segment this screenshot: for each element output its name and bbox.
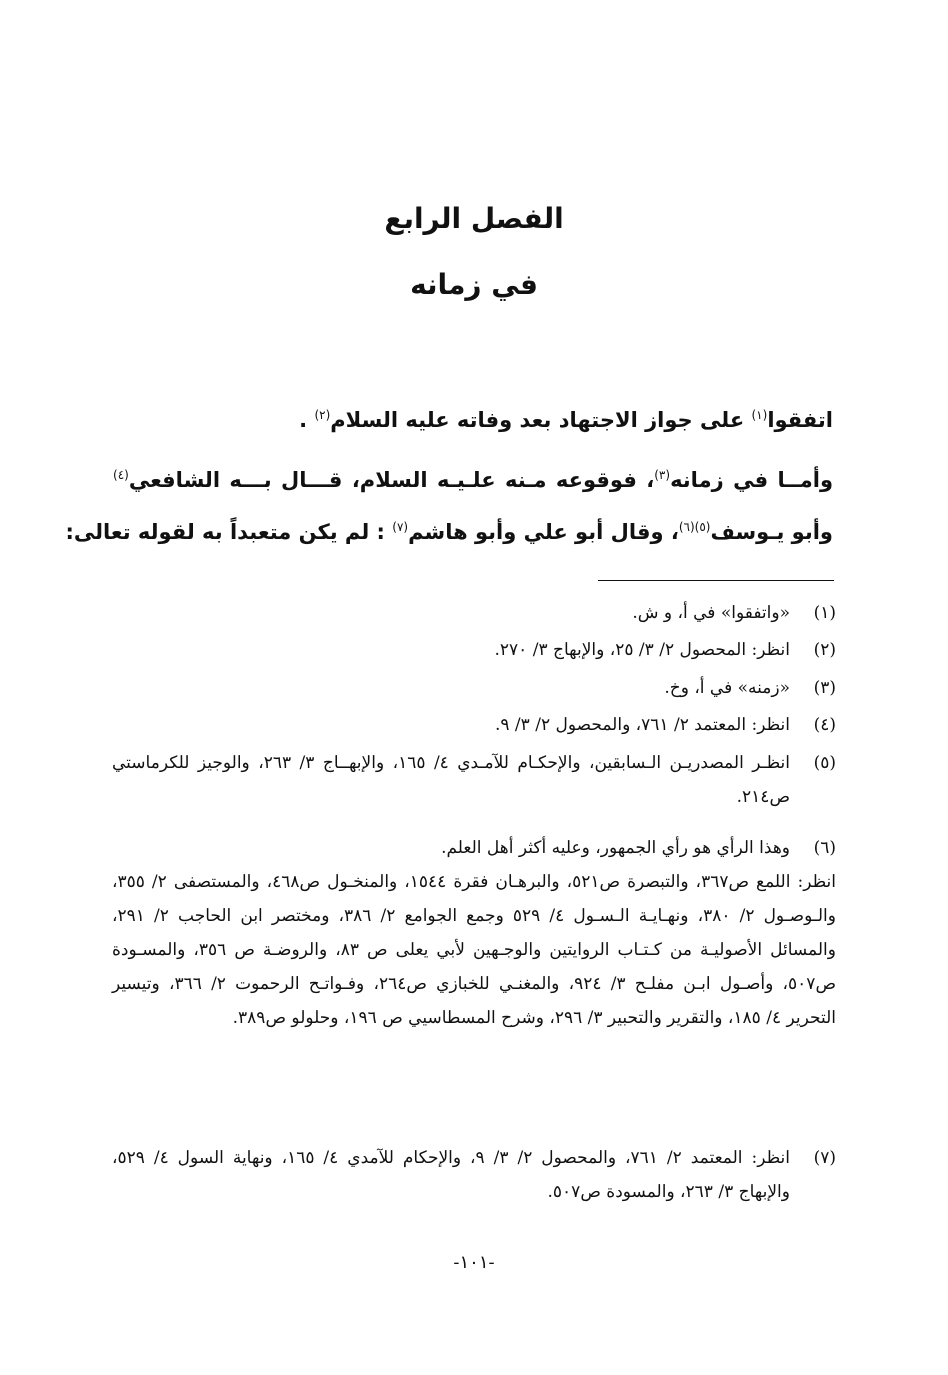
footnote-ref: (٣) [654,468,671,482]
text: اتفقوا [767,408,833,432]
footnote-number: (٢) [813,640,836,660]
footnote-number: (٤) [813,715,836,735]
footnote-ref: (١) [751,408,768,422]
footnote-text: انظر: المحصول ٢/ ٣/ ٢٥، والإبهاج ٣/ ٢٧٠. [494,640,790,660]
footnote-2 [112,633,836,667]
text: ، فوقوعه مـنه علـيـه السلام، قـــال بـــه الشافعي [128,468,655,492]
footnote-1 [112,596,836,630]
paragraph-line-3 [65,520,833,544]
footnote-text: وهذا الرأي هو رأي الجمهور، وعليه أكثر أهل العلم. [441,838,790,858]
footnote-text: انظر: المعتمد ٢/ ٧٦١، والمحصول ٢/ ٣/ ٩. [494,715,790,735]
footnote-number: (٦) [813,838,836,858]
footnote-ref: (٤) [113,468,129,482]
text: وأبو يـوسف [710,520,833,544]
footnote-3 [112,671,836,705]
footnote-continuation: انظر: اللمع ص٣٦٧، والتبصرة ص٥٢١، والبرهـان فقرة ١٥٤٤، والمنخـول ص٤٦٨، والمستصفى ٢/ ٣٥٥، والـوصـول ٢/ ٣٨٠، ونهـايـة الـسـول ٤/ ٥٢٩ وجمع الجوامع ٢/ ٣٨٦، ومختصر ابن الحاجب ٢/ ٢٩١، والمسائل الأصوليـة من كـتـاب الروايتين والوجـهين لأبي يعلى ص ٨٣، والروضـة ص ٣٥٦، والمسـودة ص٥٠٧، وأصـول ابـن مفلـح ٣/ ٩٢٤، والمغنـي للخبازي ص٢٦٤، وفـواتـح الرحموت ٢/ ٣٦٦، وتيسير التحرير ٤/ ١٨٥، والتقرير والتحبير ٣/ ٢٩٦، وشرح المسطاسيي ص ١٩٦، وحلولو ص٣٨٩. [112,872,836,1028]
footnote-ref: (٦) [678,520,695,534]
footnote-separator [598,580,834,581]
footnote-number: (٥) [813,753,836,773]
chapter-title: الفصل الرابع [384,202,564,235]
text: ، وقال أبو علي وأبو هاشم [408,520,679,544]
footnote-ref: (٢) [314,408,331,422]
footnote-number: (٣) [813,678,836,698]
paragraph-line-2 [113,468,833,492]
footnote-text: انظر: المعتمد ٢/ ٧٦١، والمحصول ٢/ ٣/ ٩، والإحكام للآمدي ٤/ ١٦٥، ونهاية السول ٤/ ٥٢٩، والإبهاج ٣/ ٢٦٣، والمسودة ص٥٠٧. [112,1148,790,1202]
text: : لم يكن متعبداً به لقوله تعالى: [65,520,393,544]
footnote-ref: (٥) [694,520,711,534]
footnote-text: «واتفقوا» في أ، و ش. [632,603,790,623]
text: وأمــا في زمانه [670,468,833,492]
footnote-7 [112,1141,836,1209]
footnote-number: (٧) [813,1148,836,1168]
footnote-number: (١) [813,603,836,623]
chapter-subtitle: في زمانه [410,268,538,301]
paragraph-line-1 [113,408,833,432]
footnote-4 [112,708,836,742]
text: على جواز الاجتهاد بعد وفاته عليه السلام [330,408,752,432]
footnote-5 [112,746,836,814]
footnote-ref: (٧) [392,520,409,534]
text: . [299,408,315,432]
footnote-text: انظـر المصدريـن الـسابقين، والإحكـام للآمـدي ٤/ ١٦٥، والإبهــاج ٣/ ٢٦٣، والوجيز للكرماستي ص٢١٤. [112,753,790,807]
footnote-text: «زمنه» في أ، وخ. [664,678,790,698]
page-number: -١٠١- [453,1252,495,1273]
footnote-6 [112,831,836,1035]
